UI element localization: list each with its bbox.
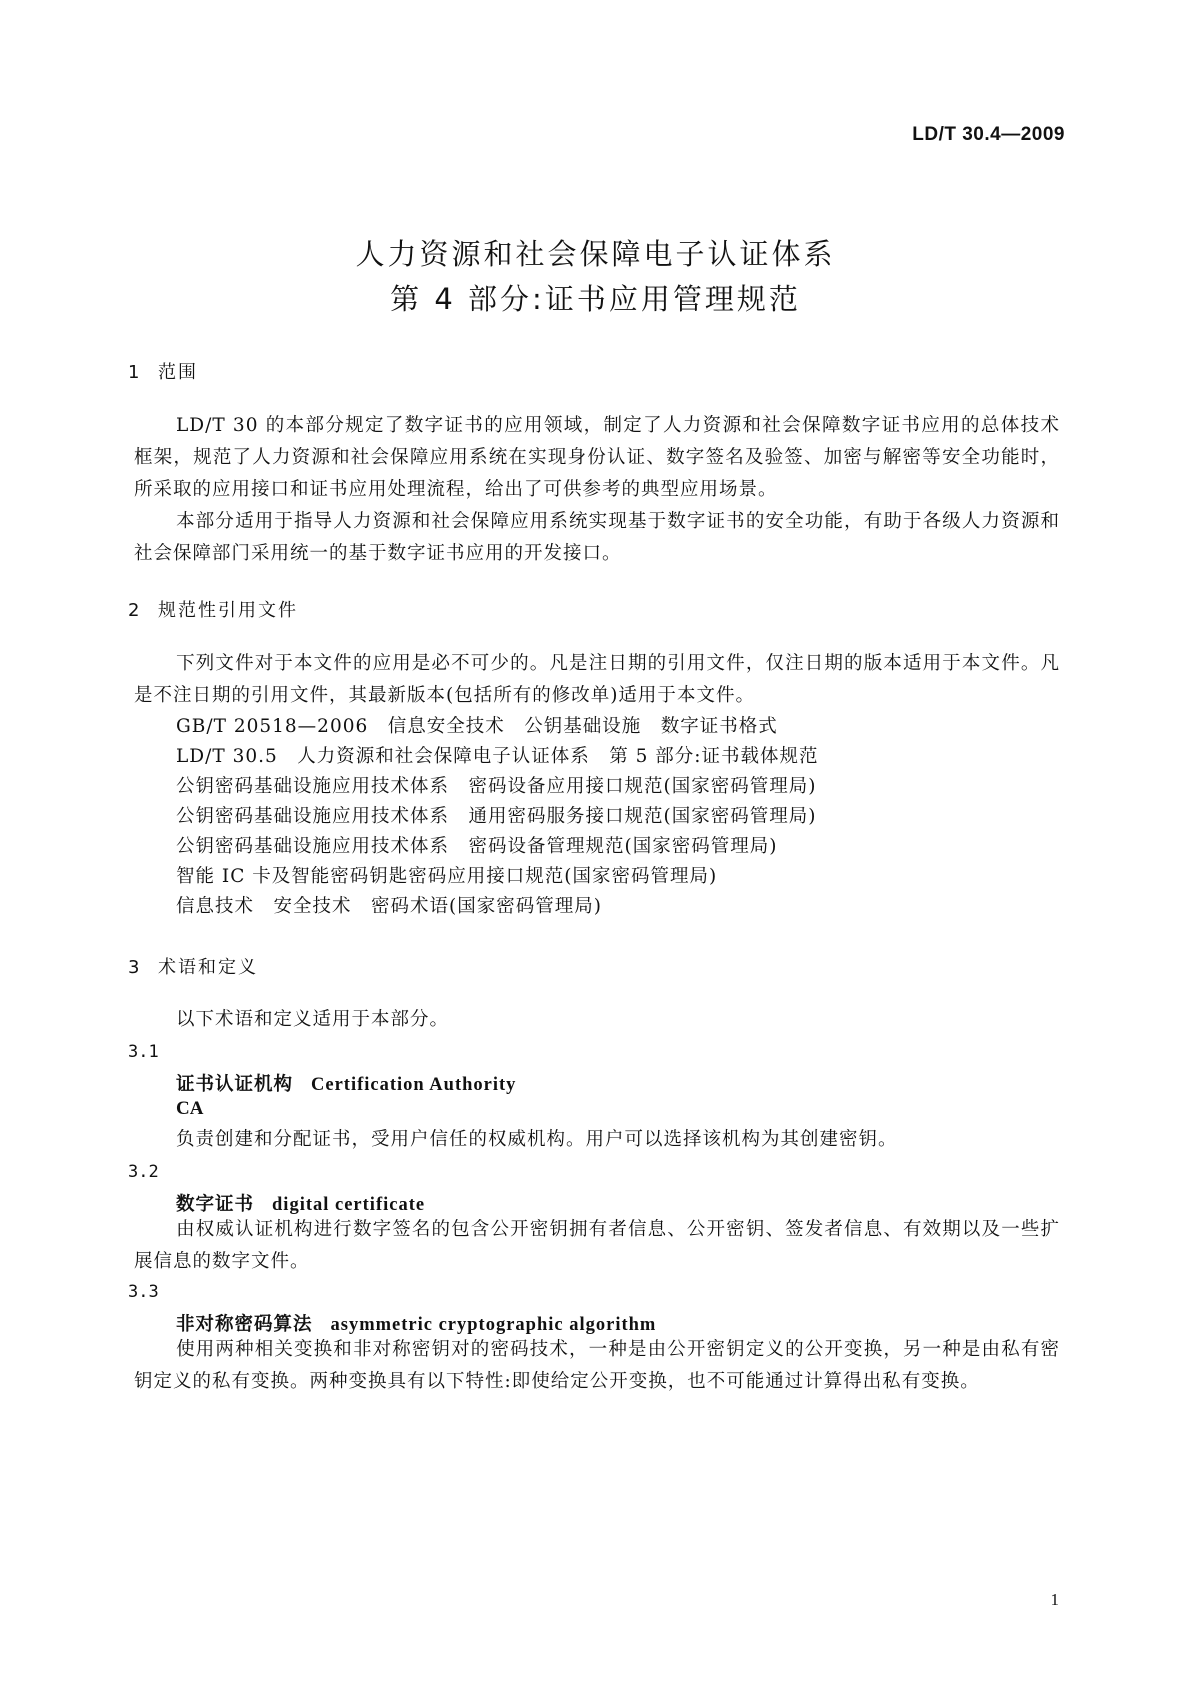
section-1-heading: [128, 358, 198, 384]
term-abbreviation: CA: [176, 1098, 204, 1119]
page-number: 1: [1050, 1590, 1059, 1609]
term-name: 证书认证机构 Certification Authority: [176, 1074, 517, 1095]
term-name: 非对称密码算法 asymmetric cryptographic algorithm: [176, 1314, 657, 1335]
reference-item: 公钥密码基础设施应用技术体系 通用密码服务接口规范(国家密码管理局): [176, 806, 817, 827]
term-number: 3.3: [128, 1282, 159, 1302]
section-number: 2: [128, 600, 142, 621]
term-number: 3.1: [128, 1042, 159, 1062]
section-3-heading: [128, 953, 258, 979]
reference-item: 信息技术 安全技术 密码术语(国家密码管理局): [176, 896, 602, 917]
section-title: 规范性引用文件: [158, 600, 298, 621]
section-number: 3: [128, 957, 142, 978]
section-2-intro: 下列文件对于本文件的应用是必不可少的。凡是注日期的引用文件，仅注日期的版本适用于本文件。凡是不注日期的引用文件，其最新版本(包括所有的修改单)适用于本文件。: [134, 653, 1060, 706]
reference-item: LD/T 30.5 人力资源和社会保障电子认证体系 第 5 部分:证书载体规范: [176, 746, 819, 767]
term-definition: 负责创建和分配证书，受用户信任的权威机构。用户可以选择该机构为其创建密钥。: [176, 1129, 898, 1150]
section-title: 术语和定义: [158, 957, 258, 978]
section-number: 1: [128, 362, 142, 383]
term-definition: 由权威认证机构进行数字签名的包含公开密钥拥有者信息、公开密钥、签发者信息、有效期以及一些扩展信息的数字文件。: [134, 1219, 1060, 1272]
reference-item: GB/T 20518—2006 信息安全技术 公钥基础设施 数字证书格式: [176, 716, 778, 737]
section-2-heading: [128, 596, 298, 622]
reference-item: 智能 IC 卡及智能密码钥匙密码应用接口规范(国家密码管理局): [176, 866, 718, 887]
section-1-paragraph-1: LD/T 30 的本部分规定了数字证书的应用领域，制定了人力资源和社会保障数字证书应用的总体技术框架，规范了人力资源和社会保障应用系统在实现身份认证、数字签名及验签、加密与解密等安全功能时，所采取的应用接口和证书应用处理流程，给出了可供参考的典型应用场景。: [134, 415, 1060, 500]
section-3-intro: 以下术语和定义适用于本部分。: [176, 1009, 450, 1030]
standard-code: LD/T 30.4—2009: [912, 124, 1065, 145]
reference-item: 公钥密码基础设施应用技术体系 密码设备管理规范(国家密码管理局): [176, 836, 778, 857]
document-title-line2: 第 4 部分:证书应用管理规范: [390, 282, 801, 316]
section-title: 范围: [158, 362, 198, 383]
document-title-line1: 人力资源和社会保障电子认证体系: [355, 237, 836, 271]
term-name: 数字证书 digital certificate: [176, 1194, 426, 1215]
reference-item: 公钥密码基础设施应用技术体系 密码设备应用接口规范(国家密码管理局): [176, 776, 817, 797]
term-number: 3.2: [128, 1162, 159, 1182]
section-1-paragraph-2: 本部分适用于指导人力资源和社会保障应用系统实现基于数字证书的安全功能，有助于各级人力资源和社会保障部门采用统一的基于数字证书应用的开发接口。: [134, 511, 1060, 564]
term-definition: 使用两种相关变换和非对称密钥对的密码技术，一种是由公开密钥定义的公开变换，另一种是由私有密钥定义的私有变换。两种变换具有以下特性:即使给定公开变换，也不可能通过计算得出私有变换。: [134, 1339, 1060, 1392]
